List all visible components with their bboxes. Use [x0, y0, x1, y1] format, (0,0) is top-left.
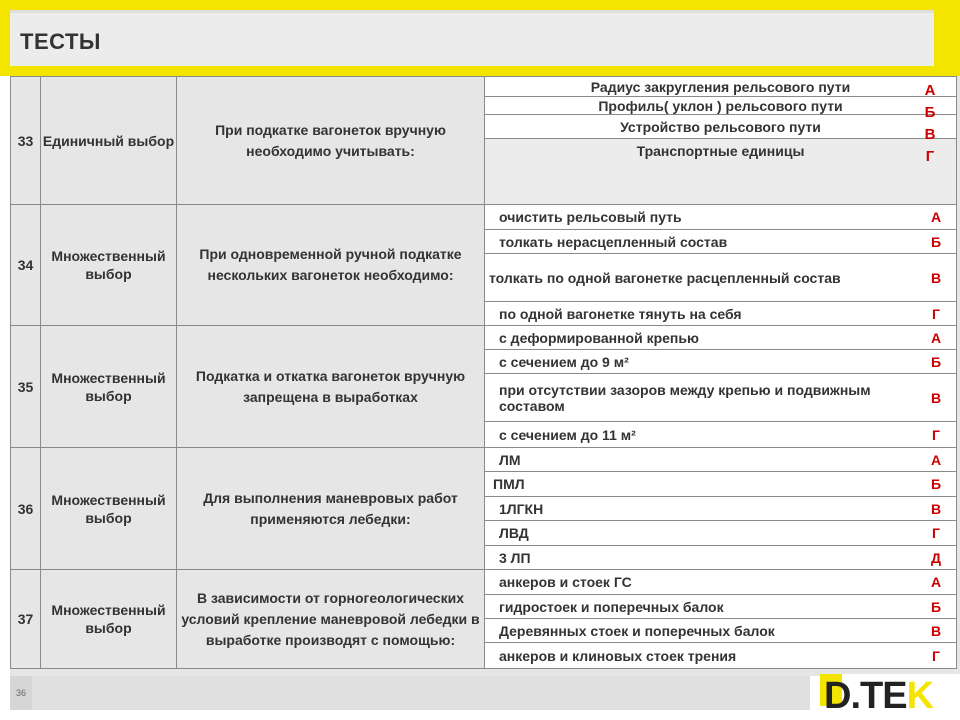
- answer-text: 1ЛГКН: [499, 500, 544, 517]
- logo-wordmark: [824, 676, 933, 716]
- question-type: Единичный выбор: [41, 77, 177, 205]
- answer-letter: Б: [930, 598, 942, 615]
- answer-letter: В: [930, 622, 942, 639]
- answer-letter: Б: [930, 476, 942, 492]
- answer-letter: А: [930, 209, 942, 225]
- page-title: ТЕСТЫ: [20, 29, 101, 54]
- answer-text: 3 ЛП: [499, 549, 531, 566]
- answer-letter: А: [930, 451, 942, 468]
- answer-text: с сечением до 11 м²: [499, 426, 636, 443]
- answer-letter: Г: [932, 647, 940, 664]
- question-number: 36: [11, 448, 41, 570]
- answer-letter: Д: [931, 549, 941, 566]
- answer-option: [485, 350, 957, 374]
- question-number: 33: [11, 77, 41, 205]
- answer-option: [485, 546, 957, 570]
- footer-bar: [10, 676, 810, 710]
- answer-option: [485, 139, 957, 205]
- answer-option: [485, 619, 957, 643]
- answer-text: Профиль( уклон ) рельсового пути: [598, 97, 843, 114]
- answer-letters-q33: [920, 80, 940, 168]
- answer-option: [485, 97, 957, 115]
- answer-option: [485, 595, 957, 619]
- answer-text: Устройство рельсового пути: [620, 118, 821, 135]
- answer-option: [485, 374, 957, 422]
- answer-option: [485, 643, 957, 669]
- question-text: Подкатка и откатка вагонеток вручную запрещена в выработках: [177, 326, 485, 448]
- answer-letter: Г: [932, 305, 940, 322]
- answer-option: [485, 472, 957, 497]
- question-type: Множественный выбор: [41, 448, 177, 570]
- question-type: Множественный выбор: [41, 570, 177, 669]
- answer-letter: А: [924, 82, 936, 99]
- question-text: Для выполнения маневровых работ применяются лебедки:: [177, 448, 485, 570]
- answer-letter: Г: [925, 148, 935, 165]
- answer-option: [485, 254, 957, 302]
- answer-option: [485, 77, 957, 97]
- page-number: 36: [10, 676, 32, 710]
- answer-option: [485, 448, 957, 472]
- answer-letter: В: [924, 126, 936, 143]
- answer-text: с сечением до 9 м²: [499, 353, 629, 370]
- question-type: Множественный выбор: [41, 326, 177, 448]
- title-bar: [10, 10, 934, 66]
- answer-letter: В: [930, 269, 942, 286]
- answer-letter: Б: [930, 353, 942, 370]
- answer-letter: А: [930, 574, 942, 590]
- answer-letter: Г: [932, 426, 940, 443]
- answer-text: очистить рельсовый путь: [499, 209, 682, 225]
- logo-text: D.TE: [824, 675, 907, 717]
- tests-table: [10, 76, 957, 669]
- answer-text: толкать по одной вагонетке расцепленный состав: [489, 269, 841, 286]
- answer-text: ЛМ: [499, 451, 521, 468]
- answer-letter: Г: [932, 525, 940, 541]
- answer-option: [485, 326, 957, 350]
- answer-text: при отсутствии зазоров между крепью и подвижным составом: [499, 381, 871, 414]
- answer-letter: Б: [924, 104, 936, 121]
- answer-text: Радиус закругления рельсового пути: [590, 78, 851, 95]
- question-number: 37: [11, 570, 41, 669]
- answer-option: [485, 230, 957, 254]
- logo-accent: K: [906, 675, 934, 717]
- answer-option: [485, 422, 957, 448]
- answer-text: по одной вагонетке тянуть на себя: [499, 305, 742, 322]
- answer-option: [485, 115, 957, 139]
- question-number: 34: [11, 205, 41, 326]
- answer-text: гидростоек и поперечных балок: [499, 598, 724, 615]
- question-text: В зависимости от горногеологических условий крепление маневровой лебедки в выработке производят с помощью:: [177, 570, 485, 669]
- answer-letter: А: [930, 329, 942, 346]
- question-type: Множественный выбор: [41, 205, 177, 326]
- answer-text: анкеров и клиновых стоек трения: [499, 647, 737, 664]
- question-text: При подкатке вагонеток вручную необходимо учитывать:: [177, 77, 485, 205]
- answer-text: толкать нерасцепленный состав: [499, 233, 728, 250]
- answer-option: [485, 205, 957, 230]
- question-number: 35: [11, 326, 41, 448]
- answer-text: Транспортные единицы: [636, 143, 805, 159]
- company-logo: [820, 674, 960, 720]
- answer-option: [485, 570, 957, 595]
- answer-text: Деревянных стоек и поперечных балок: [499, 622, 775, 639]
- answer-letter: В: [930, 389, 942, 406]
- answer-text: с деформированной крепью: [499, 329, 699, 346]
- answer-text: анкеров и стоек ГС: [499, 574, 632, 590]
- tests-panel: [10, 76, 960, 676]
- answer-option: [485, 497, 957, 521]
- answer-option: [485, 521, 957, 546]
- question-text: При одновременной ручной подкатке нескольких вагонеток необходимо:: [177, 205, 485, 326]
- answer-text: ПМЛ: [493, 476, 525, 492]
- answer-letter: Б: [930, 233, 942, 250]
- answer-letter: В: [930, 500, 942, 517]
- answer-option: [485, 302, 957, 326]
- answer-text: ЛВД: [499, 525, 529, 541]
